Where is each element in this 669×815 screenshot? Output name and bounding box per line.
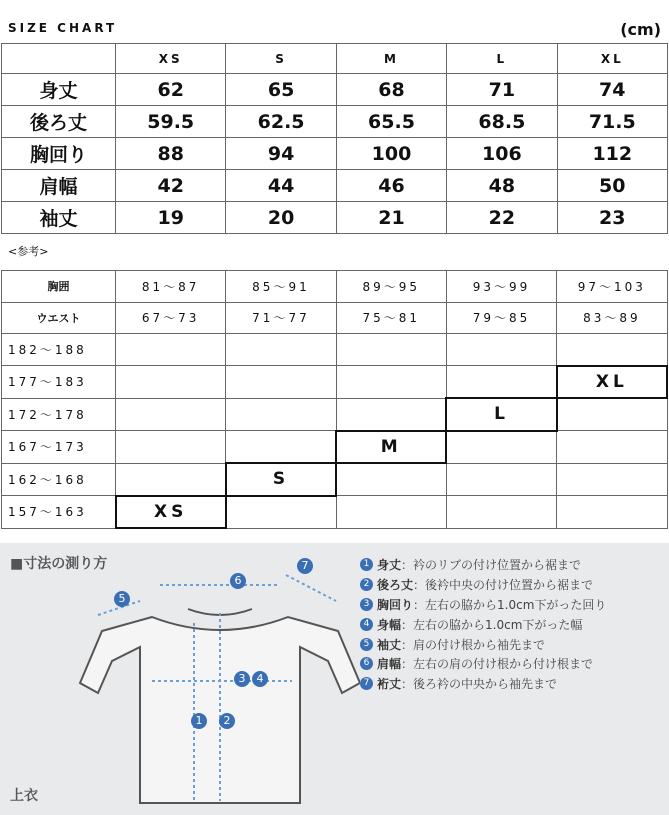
- marker-1: 1: [191, 713, 207, 729]
- reference-row: [2, 271, 668, 303]
- measurement-value: 42: [116, 170, 226, 202]
- marker-6: 6: [230, 573, 246, 589]
- marker-2: 2: [219, 713, 235, 729]
- size-header: XL: [557, 44, 667, 74]
- legend-item: [360, 634, 606, 654]
- measurement-value: 88: [116, 138, 226, 170]
- reference-value: 71～77: [226, 302, 336, 334]
- recommended-size: XL: [557, 366, 667, 399]
- measurement-value: 46: [336, 170, 446, 202]
- how-to-measure-title: ■寸法の測り方: [10, 556, 108, 572]
- empty-cell: [226, 366, 336, 399]
- empty-cell: [557, 334, 667, 366]
- reference-value: 89～95: [336, 271, 446, 303]
- measurement-value: 20: [226, 202, 336, 234]
- measurement-value: 62.5: [226, 106, 336, 138]
- measurement-value: 19: [116, 202, 226, 234]
- legend-term: 身幅: [377, 617, 402, 632]
- number-badge: 1: [360, 558, 373, 571]
- measurement-value: 65.5: [336, 106, 446, 138]
- recommended-size: M: [336, 431, 446, 464]
- empty-cell: [226, 334, 336, 366]
- reference-table: [1, 270, 668, 529]
- reference-value: 75～81: [336, 302, 446, 334]
- empty-cell: [446, 496, 556, 529]
- measurement-value: 68: [336, 74, 446, 106]
- empty-cell: [336, 334, 446, 366]
- height-row: [2, 334, 668, 366]
- empty-cell: [116, 463, 226, 496]
- reference-value: 83～89: [557, 302, 667, 334]
- empty-cell: [226, 398, 336, 431]
- measurement-value: 71: [447, 74, 557, 106]
- empty-cell: [557, 431, 667, 464]
- measurement-value: 59.5: [116, 106, 226, 138]
- measurement-label: 胸回り: [2, 138, 116, 170]
- empty-cell: [226, 431, 336, 464]
- legend-item: [360, 674, 606, 694]
- recommended-size: S: [226, 463, 336, 496]
- empty-cell: [116, 366, 226, 399]
- size-header: S: [226, 44, 336, 74]
- how-to-measure-panel: [0, 543, 669, 815]
- empty-cell: [116, 334, 226, 366]
- reference-value: 67～73: [116, 302, 226, 334]
- legend-item: [360, 595, 606, 615]
- reference-value: 81～87: [116, 271, 226, 303]
- measurement-label: 肩幅: [2, 170, 116, 202]
- empty-cell: [446, 431, 556, 464]
- height-row: [2, 398, 668, 431]
- empty-cell: [557, 496, 667, 529]
- size-header: XS: [116, 44, 226, 74]
- empty-cell: [116, 398, 226, 431]
- measurement-value: 23: [557, 202, 667, 234]
- unit-label: (cm): [620, 20, 661, 39]
- legend-description: ：左右の脇から1.0cm下がった回り: [413, 597, 607, 612]
- height-row: [2, 496, 668, 529]
- measurement-row: [2, 74, 668, 106]
- legend-description: ：左右の脇から1.0cm下がった幅: [401, 617, 583, 632]
- measurement-row: [2, 170, 668, 202]
- reference-value: 93～99: [446, 271, 556, 303]
- marker-4: 4: [252, 671, 268, 687]
- legend-description: ：後ろ衿の中央から袖先まで: [401, 677, 558, 692]
- measurement-value: 100: [336, 138, 446, 170]
- height-range: 182～188: [2, 334, 116, 366]
- measurement-value: 65: [226, 74, 336, 106]
- empty-cell: [226, 496, 336, 529]
- size-header: L: [447, 44, 557, 74]
- chart-title: SIZE CHART: [8, 21, 118, 35]
- reference-row: [2, 302, 668, 334]
- measurement-legend: [360, 555, 606, 694]
- reference-value: 85～91: [226, 271, 336, 303]
- measurement-value: 112: [557, 138, 667, 170]
- measurement-row: [2, 106, 668, 138]
- legend-term: 後ろ丈: [377, 578, 414, 593]
- measurement-label: 身丈: [2, 74, 116, 106]
- measurement-value: 62: [116, 74, 226, 106]
- garment-label: 上衣: [10, 788, 38, 804]
- legend-term: 身丈: [377, 558, 402, 573]
- measurement-value: 22: [447, 202, 557, 234]
- size-header-row: [2, 44, 668, 74]
- marker-7: 7: [297, 558, 313, 574]
- measurement-row: [2, 138, 668, 170]
- legend-description: ：後衿中央の付け位置から裾まで: [413, 578, 594, 593]
- empty-cell: [336, 398, 446, 431]
- measurement-value: 106: [447, 138, 557, 170]
- legend-term: 裄丈: [377, 677, 402, 692]
- number-badge: 4: [360, 618, 373, 631]
- legend-description: ：衿のリブの付け位置から裾まで: [401, 558, 582, 573]
- legend-term: 肩幅: [377, 657, 402, 672]
- measurement-row: [2, 202, 668, 234]
- number-badge: 2: [360, 578, 373, 591]
- empty-cell: [446, 366, 556, 399]
- height-row: [2, 366, 668, 399]
- legend-item: [360, 575, 606, 595]
- reference-value: 79～85: [446, 302, 556, 334]
- height-row: [2, 431, 668, 464]
- reference-value: 97～103: [557, 271, 667, 303]
- legend-description: ：肩の付け根から袖先まで: [401, 637, 546, 652]
- reference-label-cell: ウエスト: [2, 302, 116, 334]
- empty-cell: [557, 463, 667, 496]
- recommended-size: XS: [116, 496, 226, 529]
- reference-label-cell: 胸囲: [2, 271, 116, 303]
- marker-5: 5: [114, 591, 130, 607]
- tshirt-diagram: [60, 543, 360, 815]
- measurement-value: 48: [447, 170, 557, 202]
- legend-term: 袖丈: [377, 637, 402, 652]
- empty-cell: [446, 463, 556, 496]
- measurement-value: 94: [226, 138, 336, 170]
- legend-item: [360, 654, 606, 674]
- legend-item: [360, 614, 606, 634]
- empty-cell: [116, 431, 226, 464]
- empty-cell: [336, 496, 446, 529]
- corner-cell: [2, 44, 116, 74]
- empty-cell: [336, 366, 446, 399]
- measurement-value: 68.5: [447, 106, 557, 138]
- height-row: [2, 463, 668, 496]
- reference-label: <参考>: [8, 245, 49, 258]
- number-badge: 7: [360, 677, 373, 690]
- legend-term: 胸回り: [377, 597, 414, 612]
- legend-description: ：左右の肩の付け根から付け根まで: [401, 657, 594, 672]
- height-range: 167～173: [2, 431, 116, 464]
- empty-cell: [446, 334, 556, 366]
- measurement-value: 74: [557, 74, 667, 106]
- measurement-label: 袖丈: [2, 202, 116, 234]
- number-badge: 6: [360, 657, 373, 670]
- height-range: 162～168: [2, 463, 116, 496]
- number-badge: 5: [360, 638, 373, 651]
- height-range: 157～163: [2, 496, 116, 529]
- recommended-size: L: [446, 398, 556, 431]
- number-badge: 3: [360, 598, 373, 611]
- empty-cell: [557, 398, 667, 431]
- marker-3: 3: [234, 671, 250, 687]
- measurement-value: 50: [557, 170, 667, 202]
- size-table: [1, 43, 668, 234]
- measurement-value: 44: [226, 170, 336, 202]
- size-header: M: [336, 44, 446, 74]
- height-range: 172～178: [2, 398, 116, 431]
- height-range: 177～183: [2, 366, 116, 399]
- empty-cell: [336, 463, 446, 496]
- legend-item: [360, 555, 606, 575]
- measurement-label: 後ろ丈: [2, 106, 116, 138]
- measurement-value: 71.5: [557, 106, 667, 138]
- measurement-value: 21: [336, 202, 446, 234]
